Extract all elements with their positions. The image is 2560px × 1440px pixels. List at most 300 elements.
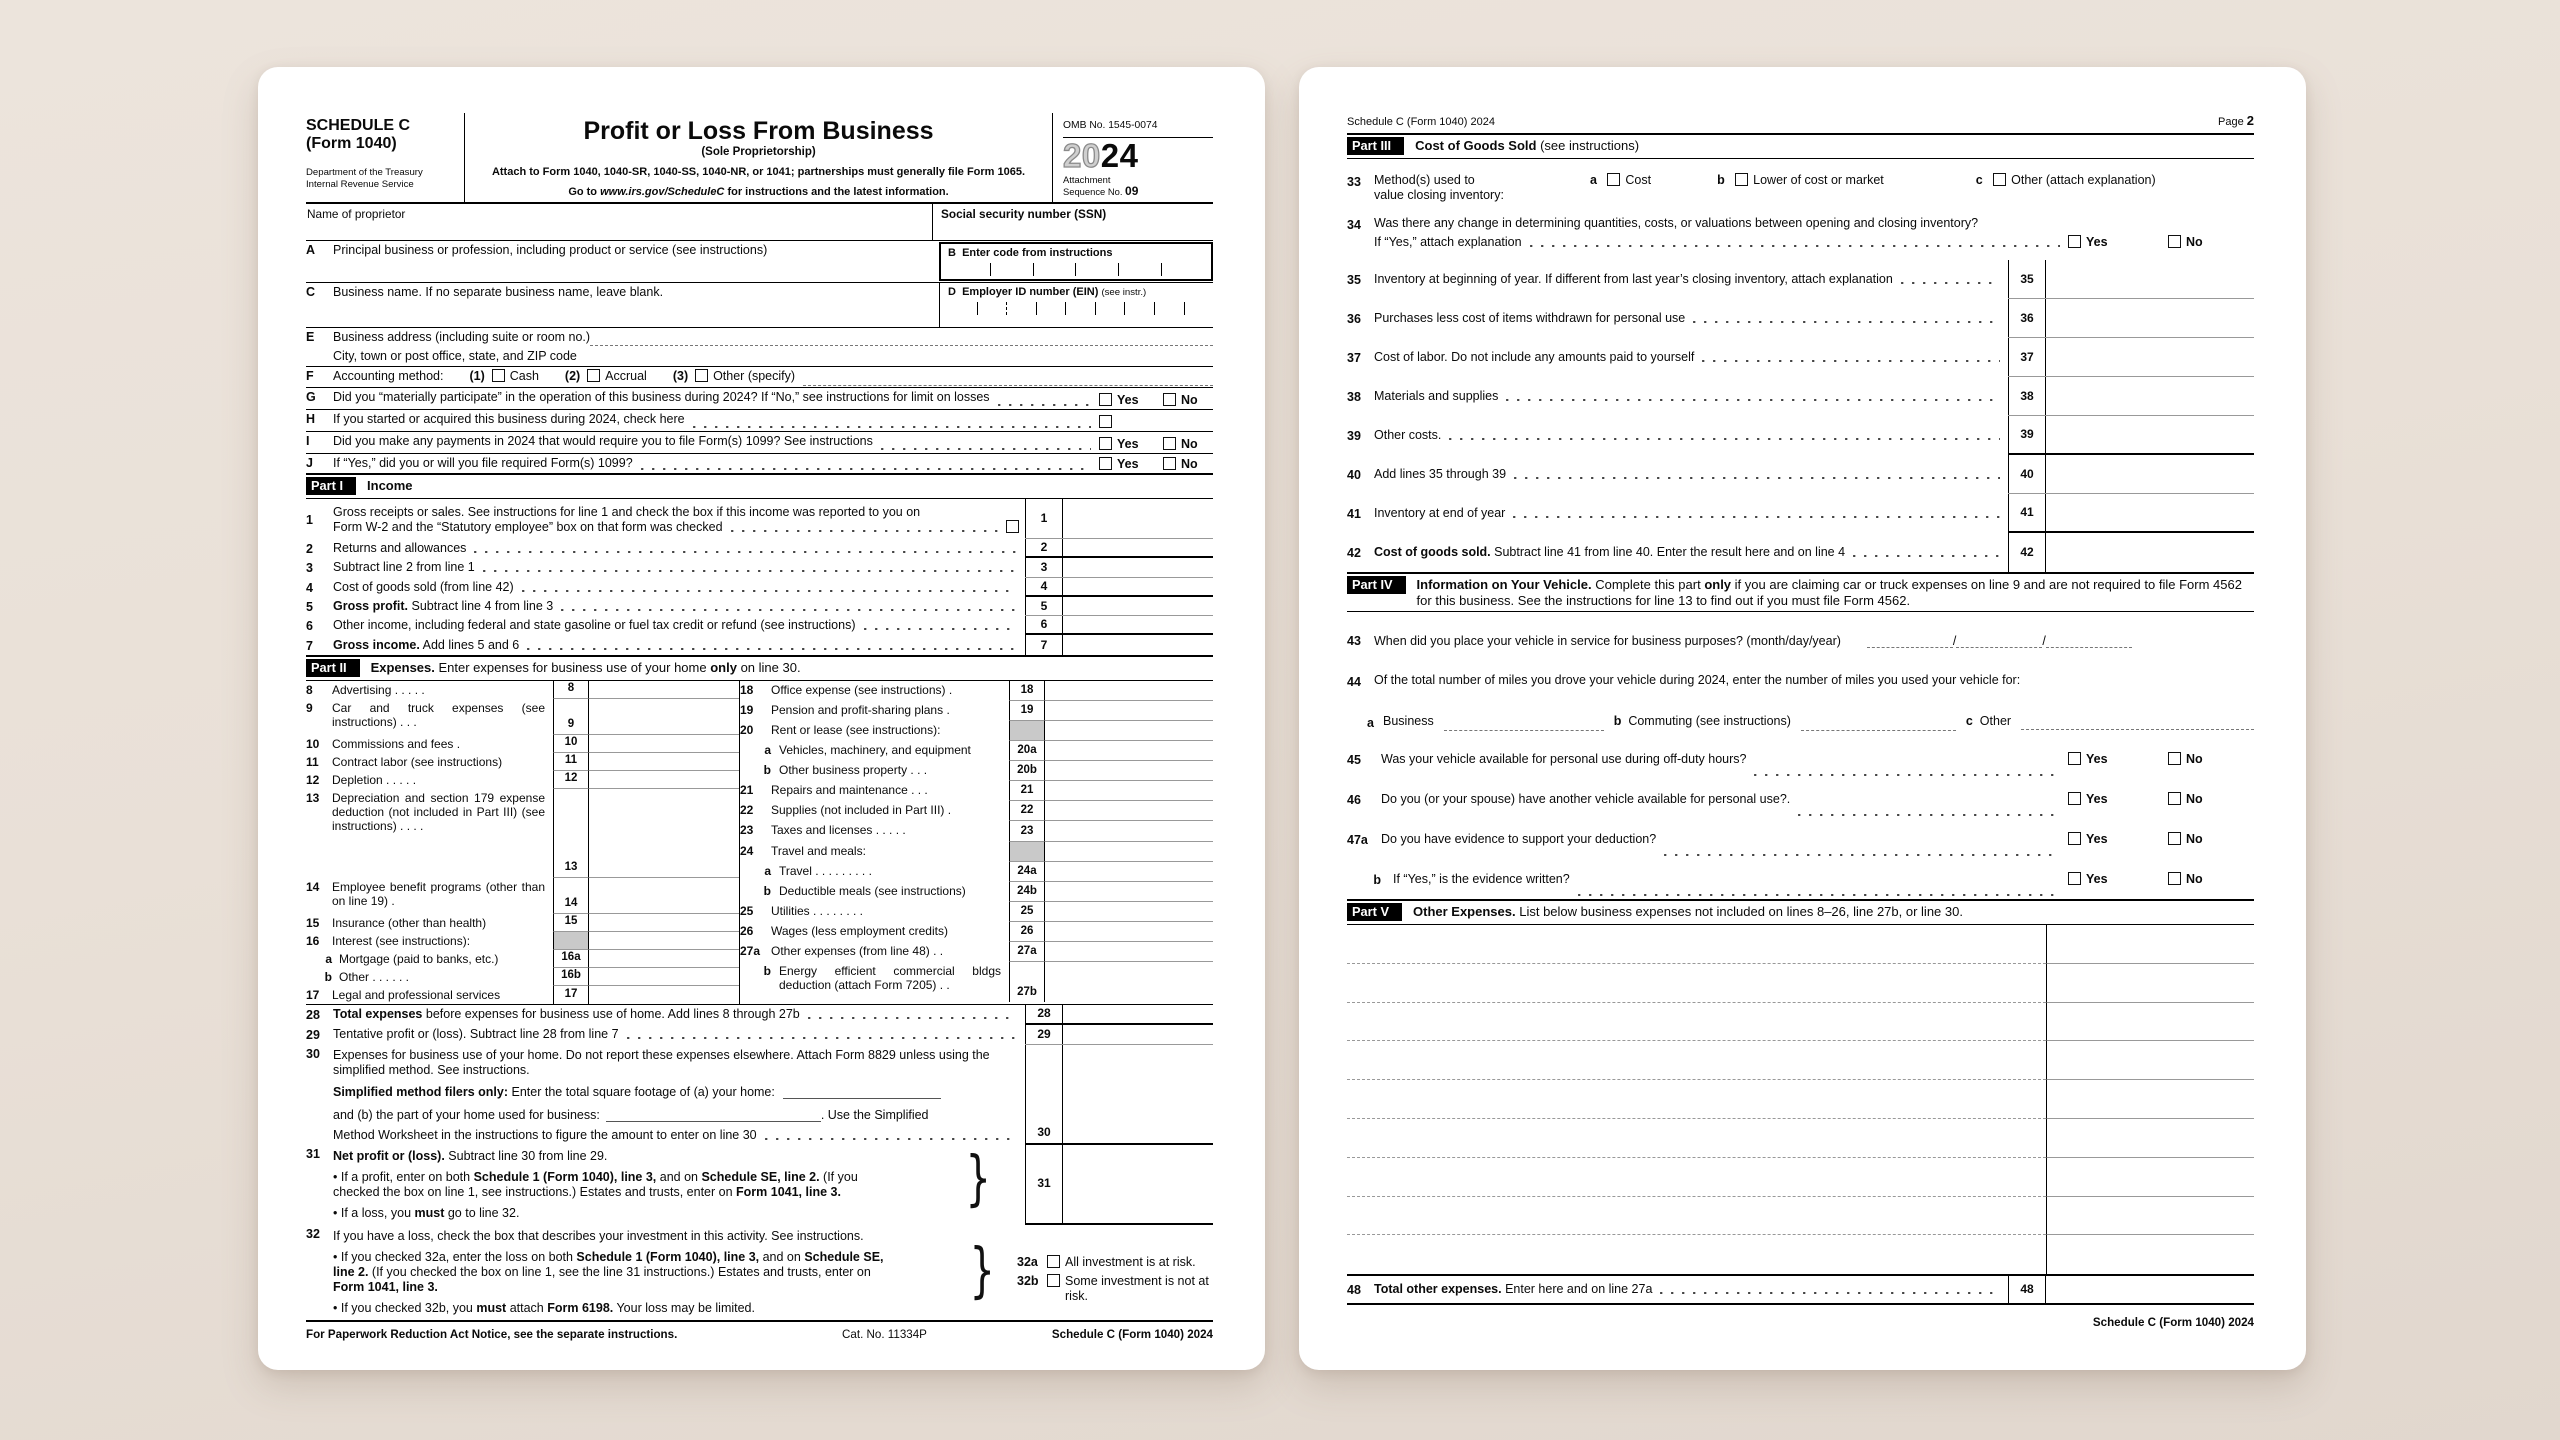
amount-field[interactable] xyxy=(1045,942,1213,962)
schedule-c-page-1 xyxy=(258,67,1265,1370)
part3-title: Cost of Goods Sold (see instructions) xyxy=(1415,138,1640,153)
line-38-row: 38 Materials and supplies 38 xyxy=(1347,377,2254,416)
yes-option: Yes xyxy=(2068,872,2168,887)
statutory-employee-checkbox[interactable] xyxy=(1006,520,1019,533)
accrual-option: (2) Accrual xyxy=(564,369,647,383)
dot-leader xyxy=(864,628,1018,630)
tax-year: 2024 xyxy=(1063,137,1139,174)
yes-checkbox[interactable] xyxy=(1099,393,1112,406)
other-miles-field[interactable] xyxy=(2021,729,2254,730)
yes-checkbox[interactable] xyxy=(1099,437,1112,450)
expenses-left-column xyxy=(306,681,740,1004)
at-risk-options xyxy=(1017,1225,1213,1320)
name-of-proprietor-field[interactable]: Name of proprietor xyxy=(307,207,406,221)
line-number: 2 xyxy=(306,542,313,557)
line-6-row xyxy=(306,616,1213,635)
dot-leader xyxy=(1513,516,2000,518)
yes-option: Yes xyxy=(2068,832,2168,847)
amount-field[interactable] xyxy=(2046,455,2254,493)
form-title-block xyxy=(464,113,1053,202)
line-J-row xyxy=(306,454,1213,473)
city-line xyxy=(306,347,1213,366)
no-option: No xyxy=(2168,872,2254,887)
cost-checkbox[interactable] xyxy=(1607,173,1620,186)
line-47b-label: If “Yes,” is the evidence written? xyxy=(1393,871,1570,886)
yes-checkbox[interactable] xyxy=(1099,457,1112,470)
amount-field[interactable] xyxy=(589,771,739,789)
dot-leader xyxy=(522,590,1017,592)
description-field[interactable] xyxy=(1347,964,2046,1003)
amount-field[interactable] xyxy=(2046,416,2254,453)
expense-row: 11 Contract labor (see instructions) 11 xyxy=(306,753,739,771)
line-29-label: Tentative profit or (loss). Subtract line 28 from line 7 xyxy=(333,1027,619,1042)
line-45-row: 45 Was your vehicle available for personal use during off-duty hours? Yes No xyxy=(1347,739,2254,779)
shaded-cell xyxy=(553,932,589,950)
line-30-label: Expenses for business use of your home. Do not report these expenses elsewhere. Attach Form 8829 unless using the simplified method. See instructions. Simplified method filers only: Enter the total square footage of (a) your home: and (b) the part of your home used for business: . Use the Simplified Method Worksheet in the instructions to figure the amount to enter on line 30 xyxy=(333,1045,1025,1145)
amount-field[interactable] xyxy=(1045,842,1213,862)
other-specify-field[interactable] xyxy=(803,385,1213,386)
part2-title: Expenses. Enter expenses for business use of your home only on line 30. xyxy=(370,659,801,675)
line-number: 32 xyxy=(306,1226,320,1241)
line-48-row xyxy=(1347,1274,2254,1305)
dot-leader xyxy=(881,448,1091,450)
shaded-cell xyxy=(1009,842,1045,862)
expense-row: 21 Repairs and maintenance . . . 21 xyxy=(740,781,1213,801)
option-c: c Other (attach explanation) xyxy=(1975,173,2156,187)
amount-field[interactable] xyxy=(2046,533,2254,572)
form-subtitle: (Sole Proprietorship) xyxy=(701,146,816,158)
line-40-row: 40 Add lines 35 through 39 40 xyxy=(1347,455,2254,494)
expense-row: 24 Travel and meals: xyxy=(740,842,1213,862)
amount-field[interactable] xyxy=(1045,701,1213,721)
line-A-row xyxy=(306,241,1213,283)
amount-field[interactable] xyxy=(1063,1145,1213,1223)
other-expense-row xyxy=(1347,1003,2254,1042)
ssn-field[interactable]: Social security number (SSN) xyxy=(932,204,1213,240)
yes-checkbox[interactable] xyxy=(2068,872,2081,885)
yes-option: Yes xyxy=(1099,437,1163,453)
accounting-method-label: Accounting method: xyxy=(333,369,444,383)
dot-leader xyxy=(1901,282,2000,284)
check-here-option xyxy=(1099,415,1163,431)
part1-header xyxy=(306,473,1213,499)
line-43-label: When did you place your vehicle in service for business purposes? (month/day/year) xyxy=(1374,634,1841,648)
ein-box[interactable]: D Employer ID number (EIN) (see instr.) xyxy=(939,283,1213,327)
part1-title: Income xyxy=(367,478,413,493)
other-checkbox[interactable] xyxy=(695,369,708,382)
amount-field[interactable] xyxy=(2046,964,2254,1003)
description-field[interactable] xyxy=(1347,1235,2046,1274)
line-number: 7 xyxy=(306,638,313,653)
yes-option: Yes xyxy=(2068,752,2168,767)
amount-field[interactable] xyxy=(589,986,739,1004)
amount-field[interactable] xyxy=(2046,338,2254,376)
line-number: 34 xyxy=(1347,218,1361,232)
amount-field[interactable] xyxy=(1045,821,1213,841)
amount-field[interactable] xyxy=(589,932,739,950)
line-G-row xyxy=(306,388,1213,410)
brace-glyph: } xyxy=(965,1144,991,1214)
expense-row: 9 Car and truck expenses (see instructions) . . . 9 xyxy=(306,699,739,735)
line-28-row xyxy=(306,1005,1213,1025)
omb-number: OMB No. 1545-0074 xyxy=(1063,113,1213,138)
part3-header xyxy=(1347,135,2254,159)
option-b: b Lower of cost or market xyxy=(1717,173,1884,187)
option-32b: 32b Some investment is not at risk. xyxy=(1017,1273,1209,1303)
line-28-label: Total expenses before expenses for business use of home. Add lines 8 through 27b xyxy=(333,1007,800,1022)
line-number: 4 xyxy=(306,580,313,595)
line-A-label[interactable]: Principal business or profession, including product or service (see instructions) xyxy=(333,243,768,257)
amount-field[interactable] xyxy=(1063,1025,1213,1044)
form-id: Schedule C (Form 1040) 2024 xyxy=(1347,116,1495,128)
expenses-right-column xyxy=(740,681,1213,1004)
loss-bullet: • If a loss, you must go to line 32. xyxy=(333,1205,520,1220)
line-number: 48 xyxy=(1347,1283,1361,1298)
part4-title: Information on Your Vehicle. Complete this part only if you are claiming car or truck expenses on line 9 and are not required to file Form 4562 for this business. See the instructions for line 13 to find out if you must file Form 4562. xyxy=(1416,577,2242,608)
no-option: No xyxy=(2168,792,2254,807)
line-1-label: Gross receipts or sales. See instructions for line 1 and check the box if this income was reported to you on Form W-2 and the “Statutory employee” box on that form was checked xyxy=(333,503,1025,535)
line-45-label: Was your vehicle available for personal use during off-duty hours? xyxy=(1381,751,1747,766)
dot-leader xyxy=(641,468,1091,470)
all-at-risk-checkbox[interactable] xyxy=(1047,1255,1060,1268)
inventory-method-options xyxy=(1544,173,2254,189)
amount-field[interactable] xyxy=(1063,539,1213,556)
line-box: 29 xyxy=(1025,1025,1063,1044)
part1-chip: Part I xyxy=(306,477,356,495)
no-checkbox[interactable] xyxy=(1163,457,1176,470)
amount-field[interactable] xyxy=(2046,377,2254,415)
form-header xyxy=(306,113,1213,204)
line-G-label: Did you “materially participate” in the operation of this business during 2024? If “No,” see instructions for limit on losses xyxy=(333,390,990,404)
line-box: 28 xyxy=(1025,1005,1063,1023)
amount-field[interactable] xyxy=(589,914,739,932)
amount-field[interactable] xyxy=(1045,862,1213,882)
part2-chip: Part II xyxy=(306,659,360,677)
line-3-row xyxy=(306,558,1213,577)
dot-leader xyxy=(474,551,1017,553)
dot-leader xyxy=(527,648,1017,650)
yes-option: Yes xyxy=(1099,457,1163,473)
no-checkbox[interactable] xyxy=(1163,437,1176,450)
no-checkbox[interactable] xyxy=(2168,235,2181,248)
expense-row: a Vehicles, machinery, and equipment 20a xyxy=(740,741,1213,761)
yes-option: Yes xyxy=(2068,792,2168,807)
option-a: a Cost xyxy=(1590,173,1652,187)
dot-leader xyxy=(1449,438,2000,440)
description-field[interactable] xyxy=(1347,1119,2046,1158)
line-J-label: If “Yes,” did you or will you file required Form(s) 1099? xyxy=(333,456,633,470)
amount-field[interactable] xyxy=(589,753,739,771)
dot-leader xyxy=(1660,1292,2000,1294)
description-field[interactable] xyxy=(1347,1197,2046,1236)
date-month-field[interactable] xyxy=(1867,647,1953,648)
amount-field[interactable] xyxy=(1045,761,1213,781)
amount-field[interactable] xyxy=(589,681,739,699)
dot-leader xyxy=(1530,245,2060,247)
no-checkbox[interactable] xyxy=(2168,752,2181,765)
other-expense-row xyxy=(1347,1041,2254,1080)
yes-checkbox[interactable] xyxy=(2068,832,2081,845)
line-39-row: 39 Other costs. 39 xyxy=(1347,416,2254,455)
line-letter: C xyxy=(306,285,316,299)
expense-row: a Mortgage (paid to banks, etc.) 16a xyxy=(306,950,739,968)
expense-row: b Other . . . . . . 16b xyxy=(306,968,739,986)
amount-field[interactable] xyxy=(2046,1197,2254,1236)
amount-field[interactable] xyxy=(2046,1119,2254,1158)
dot-leader xyxy=(998,404,1091,406)
check-here-checkbox[interactable] xyxy=(1099,415,1112,428)
description-field[interactable] xyxy=(1347,1158,2046,1197)
line-4-label: Cost of goods sold (from line 42) xyxy=(333,579,514,594)
line-letter: A xyxy=(306,243,316,257)
expense-row: 10 Commissions and fees . 10 xyxy=(306,735,739,753)
line-32-label: If you have a loss, check the box that describes your investment in this activity. See instructions. • If you checked 32a, enter the loss on both Schedule 1 (Form 1040), line 3, and on Schedule SE, line 2. (If you checked the box on line 1, see the line 31 instructions.) Estates and trusts, enter on Form 1041, line 3. • If you checked 32b, you must attach Form 6198. Your loss may be limited. xyxy=(333,1225,1017,1320)
amount-field[interactable] xyxy=(589,735,739,753)
form-footer-id: Schedule C (Form 1040) 2024 xyxy=(1051,1327,1213,1341)
part4-header xyxy=(1347,572,2254,612)
line-H-row xyxy=(306,410,1213,432)
dot-leader xyxy=(1693,321,2000,323)
business-address-label: Business address (including suite or room no.) xyxy=(333,330,591,344)
amount-field[interactable] xyxy=(1045,902,1213,922)
amount-field[interactable] xyxy=(1063,578,1213,595)
line-box: 6 xyxy=(1025,616,1063,633)
amount-field[interactable] xyxy=(589,950,739,968)
amount-field[interactable] xyxy=(1045,882,1213,902)
yes-checkbox[interactable] xyxy=(2068,235,2081,248)
line-box: 5 xyxy=(1025,597,1063,615)
line-5-row xyxy=(306,597,1213,616)
cogs-rows xyxy=(1347,260,2254,572)
proprietor-row xyxy=(306,204,1213,241)
dot-leader xyxy=(627,1037,1017,1039)
line-47a-row: 47a Do you have evidence to support your deduction? Yes No xyxy=(1347,819,2254,859)
line-46-row: 46 Do you (or your spouse) have another vehicle available for personal use?. Yes No xyxy=(1347,779,2254,819)
irs-label: Internal Revenue Service xyxy=(306,178,414,190)
line-33-label: Method(s) used to value closing inventory: xyxy=(1374,173,1504,202)
amount-field[interactable] xyxy=(1063,635,1213,654)
brace-glyph: } xyxy=(969,1236,995,1306)
commuting-miles-field[interactable] xyxy=(1801,730,1956,731)
expense-row: b Other business property . . . 20b xyxy=(740,761,1213,781)
other-expenses-rows xyxy=(1347,925,2254,1274)
amount-field[interactable] xyxy=(1063,597,1213,615)
catalog-number: Cat. No. 11334P xyxy=(842,1327,927,1341)
amount-field[interactable] xyxy=(589,968,739,986)
line-34-row xyxy=(1347,216,2254,250)
description-field[interactable] xyxy=(1347,1080,2046,1119)
line-47b-row: b If “Yes,” is the evidence written? Yes No xyxy=(1347,859,2254,899)
dot-leader xyxy=(693,426,1091,428)
form-id-block xyxy=(306,113,464,202)
lower-cost-market-checkbox[interactable] xyxy=(1735,173,1748,186)
no-option: No xyxy=(1163,437,1213,453)
business-code-box[interactable]: B Enter code from instructions xyxy=(939,242,1213,281)
line-35-row: 35 Inventory at beginning of year. If different from last year’s closing inventory, attach explanation 35 xyxy=(1347,260,2254,299)
dot-leader xyxy=(731,530,998,532)
line-C-row xyxy=(306,283,1213,328)
line-E-row xyxy=(306,328,1213,367)
line-34-label: Was there any change in determining quantities, costs, or valuations between opening and closing inventory? If “Yes,” attach explanation Yes No xyxy=(1374,216,2254,250)
line-I-label: Did you make any payments in 2024 that would require you to file Form(s) 1099? See instructions xyxy=(333,434,873,448)
description-field[interactable] xyxy=(1347,925,2046,964)
part4-chip: Part IV xyxy=(1347,576,1406,594)
some-not-at-risk-checkbox[interactable] xyxy=(1047,1274,1060,1287)
no-checkbox[interactable] xyxy=(2168,832,2181,845)
amount-field[interactable] xyxy=(1045,801,1213,821)
other-option: (3) Other (specify) xyxy=(672,369,796,383)
expense-row: 13 Depreciation and section 179 expense deduction (not included in Part III) (see instructions) . . . . 13 xyxy=(306,789,739,879)
expense-row: 19 Pension and profit-sharing plans . 19 xyxy=(740,701,1213,721)
line-44abc-row: a Business b Commuting (see instructions) c Other xyxy=(1347,714,2254,731)
commuting-miles-label: Commuting (see instructions) xyxy=(1628,714,1791,728)
profit-bullet: • If a profit, enter on both Schedule 1 (Form 1040), line 3, and on Schedule SE, line 2. (If you checked the box on line 1, see instructions.) Estates and trusts, enter on Form 1041, line 3. xyxy=(333,1169,858,1199)
home-sqft-field[interactable] xyxy=(783,1098,941,1099)
business-miles-label: Business xyxy=(1383,714,1434,728)
amount-field[interactable] xyxy=(1063,499,1213,538)
dot-leader xyxy=(808,1017,1017,1019)
line-37-row: 37 Cost of labor. Do not include any amounts paid to yourself 37 xyxy=(1347,338,2254,377)
amount-field[interactable] xyxy=(2046,1235,2254,1274)
expense-row: a Travel . . . . . . . . . 24a xyxy=(740,862,1213,882)
no-option: No xyxy=(2168,832,2254,847)
line-number: 33 xyxy=(1347,175,1361,189)
line-number: 31 xyxy=(306,1146,320,1161)
dot-leader xyxy=(1853,555,2000,557)
amount-field[interactable] xyxy=(1045,721,1213,741)
no-checkbox[interactable] xyxy=(1163,393,1176,406)
irs-url: www.irs.gov/ScheduleC xyxy=(600,185,725,198)
city-state-zip-label[interactable]: City, town or post office, state, and ZIP code xyxy=(333,349,577,363)
line-box: 7 xyxy=(1025,635,1063,654)
schedule-c-page-2 xyxy=(1299,67,2306,1370)
expense-row: b Energy efficient commercial bldgs deduction (attach Form 7205) . . 27b xyxy=(740,962,1213,1002)
line-33-row xyxy=(1347,173,2254,203)
amount-field[interactable] xyxy=(2046,1276,2254,1303)
other-expense-row xyxy=(1347,964,2254,1003)
yes-checkbox[interactable] xyxy=(2068,792,2081,805)
amount-field[interactable] xyxy=(589,789,739,879)
other-expense-row xyxy=(1347,1119,2254,1158)
no-option: No xyxy=(1163,457,1213,473)
line-46-label: Do you (or your spouse) have another vehicle available for personal use?. xyxy=(1381,791,1791,806)
expense-row: 20 Rent or lease (see instructions): xyxy=(740,721,1213,741)
line-box: 4 xyxy=(1025,578,1063,595)
amount-field[interactable] xyxy=(2046,494,2254,531)
line-41-row: 41 Inventory at end of year 41 xyxy=(1347,494,2254,533)
line-42-row: 42 Cost of goods sold. Subtract line 41 from line 40. Enter the result here and on line 4 42 xyxy=(1347,533,2254,572)
line-31-row xyxy=(306,1145,1213,1225)
amount-field[interactable] xyxy=(589,699,739,735)
part5-title: Other Expenses. List below business expenses not included on lines 8–26, line 27b, or line 30. xyxy=(1413,904,1963,919)
cash-checkbox[interactable] xyxy=(492,369,505,382)
accrual-checkbox[interactable] xyxy=(587,369,600,382)
line-32-row xyxy=(306,1225,1213,1320)
business-address-field[interactable] xyxy=(590,345,1213,346)
line-36-row: 36 Purchases less cost of items withdrawn for personal use 36 xyxy=(1347,299,2254,338)
amount-field[interactable] xyxy=(1045,741,1213,761)
amount-field[interactable] xyxy=(1045,781,1213,801)
line-44-label: Of the total number of miles you drove your vehicle during 2024, enter the number of miles you used your vehicle for: xyxy=(1374,673,2021,687)
date-year-field[interactable] xyxy=(2046,647,2132,648)
yes-option: Yes xyxy=(2068,235,2168,250)
amount-field[interactable] xyxy=(2046,1080,2254,1119)
business-miles-field[interactable] xyxy=(1444,730,1604,731)
other-expense-row xyxy=(1347,1080,2254,1119)
paperwork-notice: For Paperwork Reduction Act Notice, see the separate instructions. xyxy=(306,1327,678,1341)
line-number: 1 xyxy=(306,512,313,527)
expense-row: 22 Supplies (not included in Part III) . 22 xyxy=(740,801,1213,821)
amount-field[interactable] xyxy=(2046,299,2254,337)
no-checkbox[interactable] xyxy=(2168,792,2181,805)
amount-field[interactable] xyxy=(2046,260,2254,298)
description-field[interactable] xyxy=(1347,1041,2046,1080)
line-number: 30 xyxy=(306,1046,320,1061)
shaded-cell xyxy=(1009,721,1045,741)
amount-field[interactable] xyxy=(1063,558,1213,576)
line-box: 31 xyxy=(1025,1145,1063,1223)
date-day-field[interactable] xyxy=(1956,647,2042,648)
other-expense-row xyxy=(1347,1235,2254,1274)
amount-field[interactable] xyxy=(1045,962,1213,1002)
no-checkbox[interactable] xyxy=(2168,872,2181,885)
dot-leader xyxy=(483,570,1017,572)
other-miles-label: Other xyxy=(1979,714,2012,728)
expense-row: 23 Taxes and licenses . . . . . 23 xyxy=(740,821,1213,841)
line-letter: F xyxy=(306,369,314,383)
amount-field[interactable] xyxy=(1063,616,1213,633)
part2-header xyxy=(306,655,1213,681)
yes-checkbox[interactable] xyxy=(2068,752,2081,765)
expense-row: 8 Advertising . . . . . 8 xyxy=(306,681,739,699)
amount-field[interactable] xyxy=(1063,1005,1213,1023)
other-method-checkbox[interactable] xyxy=(1993,173,2006,186)
business-sqft-field[interactable] xyxy=(606,1121,821,1122)
line-C-label[interactable]: Business name. If no separate business name, leave blank. xyxy=(333,285,664,299)
amount-field[interactable] xyxy=(1063,1045,1213,1143)
option-32a: 32a All investment is at risk. xyxy=(1017,1254,1196,1269)
amount-field[interactable] xyxy=(2046,1003,2254,1042)
dot-leader xyxy=(1798,814,2060,816)
description-field[interactable] xyxy=(1347,1003,2046,1042)
line-number: 5 xyxy=(306,600,313,615)
amount-field[interactable] xyxy=(2046,1158,2254,1197)
line-4-row xyxy=(306,578,1213,597)
amount-field[interactable] xyxy=(1045,922,1213,942)
line-2-row xyxy=(306,539,1213,558)
amount-field[interactable] xyxy=(589,878,739,914)
dot-leader xyxy=(1702,360,2000,362)
line-number: 44 xyxy=(1347,675,1361,689)
expense-row: 12 Depletion . . . . . 12 xyxy=(306,771,739,789)
expense-row: 16 Interest (see instructions): xyxy=(306,932,739,950)
line-1-row xyxy=(306,499,1213,539)
line-H-label: If you started or acquired this business during 2024, check here xyxy=(333,412,685,426)
expense-row: 17 Legal and professional services 17 xyxy=(306,986,739,1004)
attachment-seq: Attachment Sequence No. 09 xyxy=(1063,174,1139,198)
attach-instruction: Attach to Form 1040, 1040-SR, 1040-SS, 1040-NR, or 1041; partnerships must generally file Form 1065. xyxy=(491,166,1026,178)
page1-footer xyxy=(306,1320,1213,1342)
line-letter: E xyxy=(306,330,315,344)
line-number: 29 xyxy=(306,1028,320,1043)
expense-row: 15 Insurance (other than health) 15 xyxy=(306,914,739,932)
expenses-grid xyxy=(306,681,1213,1005)
amount-field[interactable] xyxy=(1045,681,1213,701)
line-31-label: Net profit or (loss). Subtract line 30 from line 29. • If a profit, enter on both Schedule 1 (Form 1040), line 3, and on Schedule SE, line 2. (If you checked the box on line 1, see instructions.) Estates and trusts, enter on Form 1041, line 3. • If a loss, you must go to line 32. xyxy=(333,1145,1025,1225)
amount-field[interactable] xyxy=(2046,925,2254,964)
expense-row: 27a Other expenses (from line 48) . . 27a xyxy=(740,942,1213,962)
amount-field[interactable] xyxy=(2046,1041,2254,1080)
